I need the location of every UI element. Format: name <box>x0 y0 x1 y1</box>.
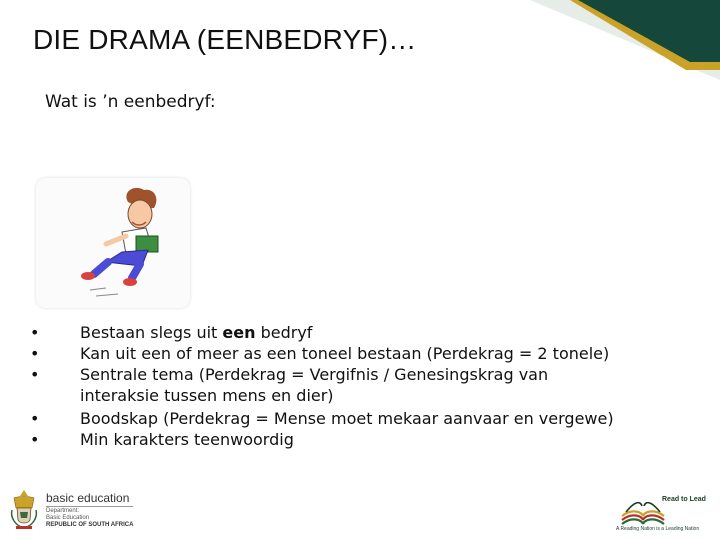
bullet-item <box>28 343 708 364</box>
dept-line1: Department: <box>46 506 133 515</box>
bullet-text: Sentrale tema (Perdekrag = Vergifnis / Genesingskrag van interaksie tussen mens en dier) <box>80 365 549 405</box>
slide-title: DIE DRAMA (EENBEDRYF)… <box>33 24 417 55</box>
bullet-item <box>28 408 708 429</box>
bullet-list <box>28 322 708 450</box>
bullet-item <box>28 429 708 450</box>
basic-education-logo <box>8 486 133 534</box>
dept-line3: REPUBLIC OF SOUTH AFRICA <box>46 522 134 528</box>
bullet-text: bedryf <box>255 323 313 342</box>
open-book-icon <box>618 494 668 528</box>
bullet-marker: • <box>30 365 40 384</box>
coat-of-arms-icon <box>8 488 40 532</box>
bullet-text: Kan uit een of meer as een toneel bestaan (Perdekrag = 2 tonele) <box>80 344 610 363</box>
bullet-text: Bestaan slegs uit <box>80 323 223 342</box>
bullet-marker: • <box>30 344 40 363</box>
basic-education-text <box>46 491 133 529</box>
bullet-item <box>28 322 708 343</box>
bullet-marker: • <box>30 430 40 449</box>
bullet-text: Boodskap (Perdekrag = Mense moet mekaar aanvaar en vergewe) <box>80 409 614 428</box>
bullet-text: Min karakters teenwoordig <box>80 430 294 449</box>
bullet-item <box>28 364 708 406</box>
bullet-marker: • <box>30 323 40 342</box>
rtl-heading: Read to Lead <box>662 496 706 503</box>
bullet-text-bold: een <box>222 323 256 342</box>
logo-name: basic education <box>46 491 130 505</box>
bullet-marker: • <box>30 409 40 428</box>
jumping-boy-with-book-icon <box>36 178 190 308</box>
slide-subtitle: Wat is ’n eenbedryf: <box>45 92 216 112</box>
dept-line2: Basic Education <box>46 515 90 521</box>
read-to-lead-logo <box>612 492 716 536</box>
corner-decoration <box>490 0 720 80</box>
rtl-tagline: A Reading Nation is a Leading Nation <box>616 526 700 532</box>
